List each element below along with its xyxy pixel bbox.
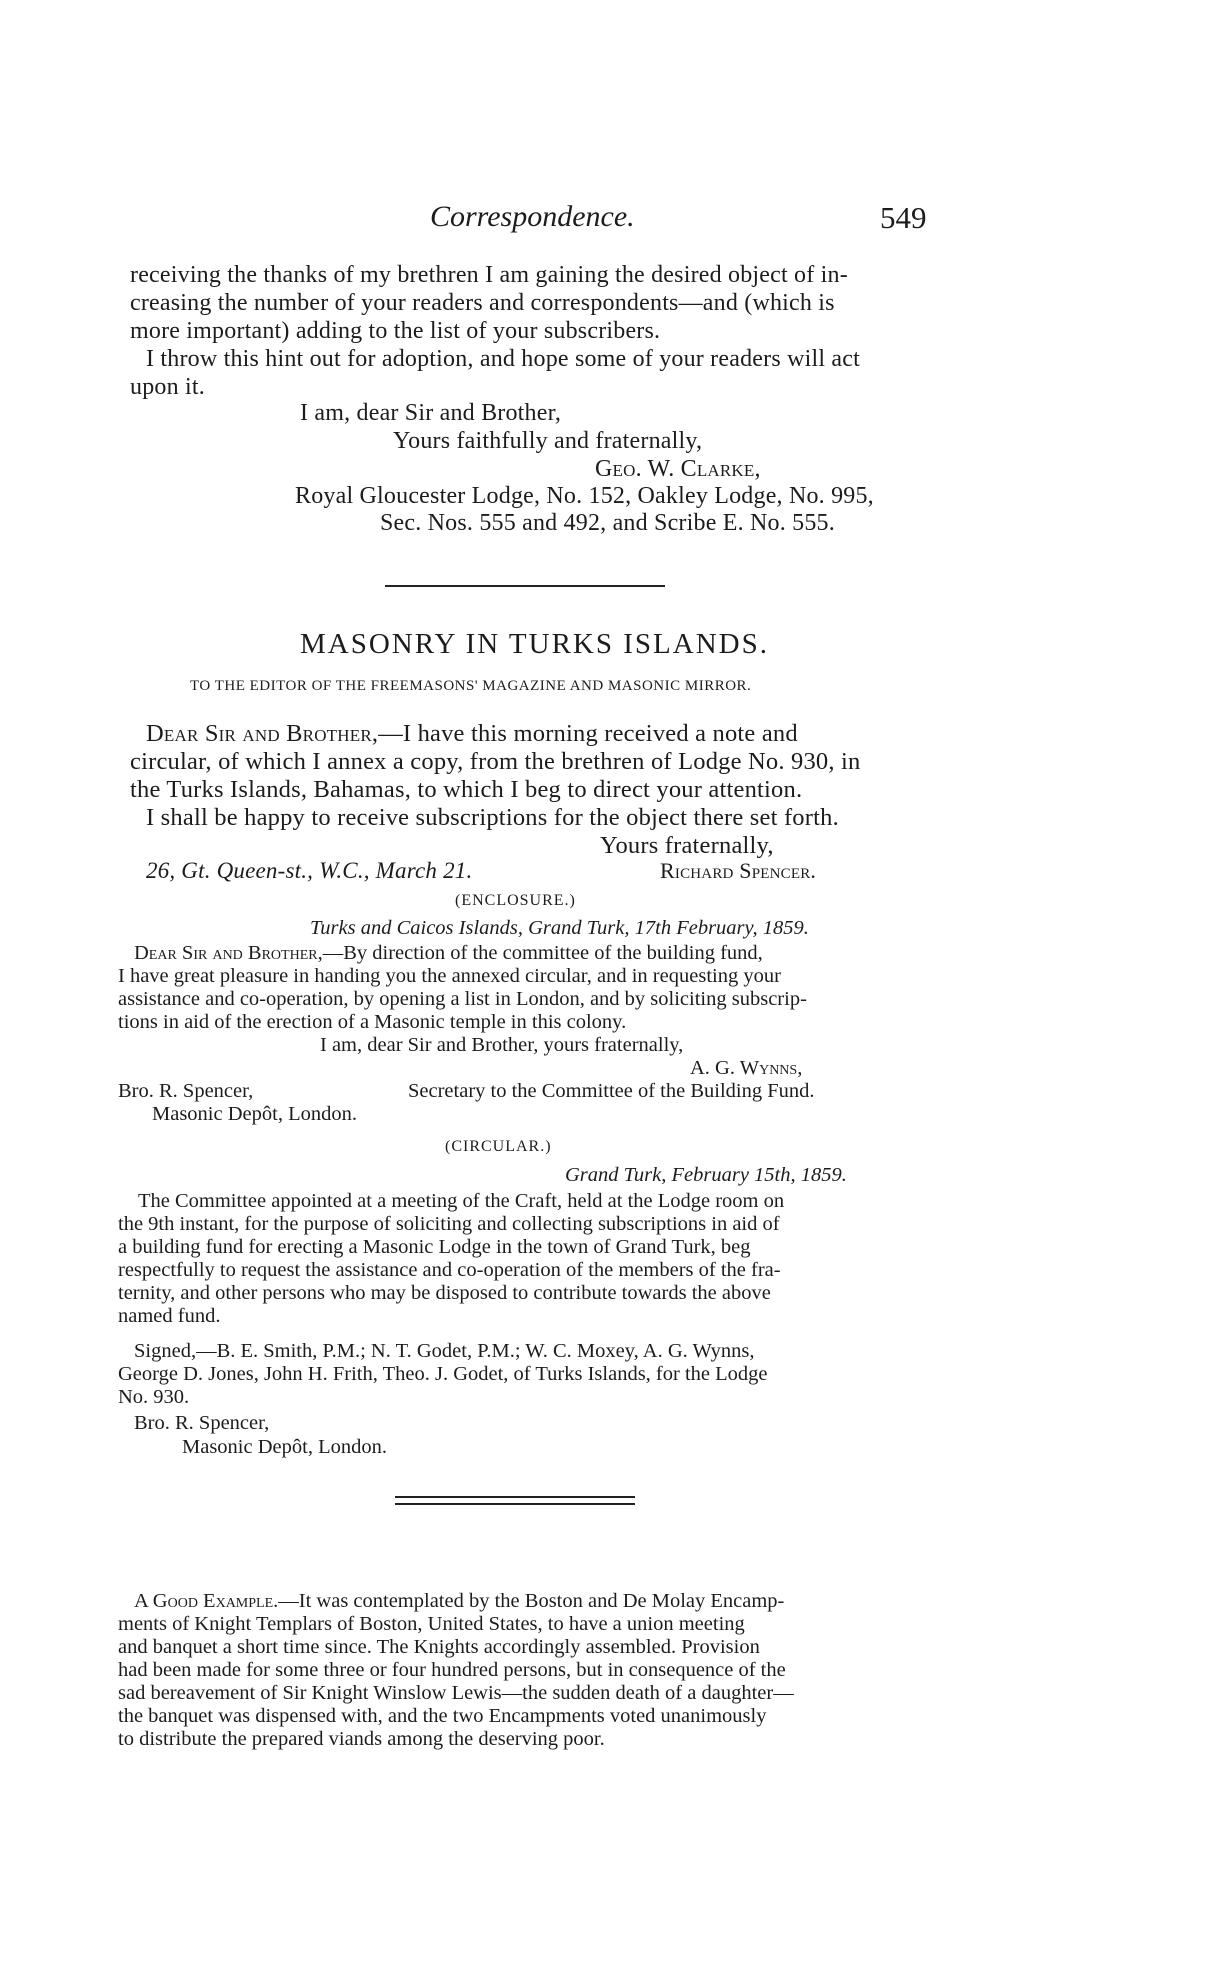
enclosure-label: (ENCLOSURE.)	[455, 892, 576, 909]
circular-recipient-address: Masonic Depôt, London.	[182, 1436, 387, 1458]
circular-line: a building fund for erecting a Masonic Lodge in the town of Grand Turk, beg	[118, 1236, 751, 1258]
good-example-line: ments of Knight Templars of Boston, United States, to have a union meeting	[118, 1613, 745, 1635]
article-intro-text: —I have this morning received a note and	[378, 720, 798, 747]
enclosure-dateline: Turks and Caicos Islands, Grand Turk, 17th February, 1859.	[310, 917, 809, 939]
article-intro-line	[146, 720, 798, 748]
good-example-line: to distribute the prepared viands among the deserving poor.	[118, 1728, 605, 1750]
enclosure-text: —By direction of the committee of the building fund,	[322, 942, 763, 964]
enclosure-line: assistance and co-operation, by opening a list in London, and by soliciting subscrip-	[118, 988, 807, 1010]
letter-one-affiliation: Sec. Nos. 555 and 492, and Scribe E. No. 555.	[380, 510, 835, 536]
letter-one-affiliation: Royal Gloucester Lodge, No. 152, Oakley Lodge, No. 995,	[295, 483, 874, 509]
enclosure-recipient-address: Masonic Depôt, London.	[152, 1103, 357, 1125]
article-addressee: TO THE EDITOR OF THE FREEMASONS' MAGAZINE AND MASONIC MIRROR.	[190, 678, 752, 694]
article-title: MASONRY IN TURKS ISLANDS.	[300, 628, 769, 660]
good-example-line	[134, 1590, 784, 1613]
enclosure-line	[134, 942, 763, 965]
letter-one-closing: Yours faithfully and fraternally,	[393, 428, 703, 454]
page-number: 549	[880, 200, 927, 235]
letter-one-closing: I am, dear Sir and Brother,	[300, 400, 562, 426]
enclosure-line: I have great pleasure in handing you the annexed circular, and in requesting your	[118, 965, 781, 987]
circular-line: The Committee appointed at a meeting of the Craft, held at the Lodge room on	[138, 1190, 785, 1212]
enclosure-line: tions in aid of the erection of a Masonic temple in this colony.	[118, 1011, 627, 1033]
article-intro-line: I shall be happy to receive subscriptions for the object there set forth.	[146, 804, 839, 831]
good-example-text: —It was contemplated by the Boston and De Molay Encamp-	[278, 1590, 785, 1612]
circular-line: respectfully to request the assistance and co-operation of the members of the fra-	[118, 1259, 781, 1281]
letter-one-line: I throw this hint out for adoption, and hope some of your readers will act	[146, 346, 860, 372]
circular-label: (CIRCULAR.)	[445, 1138, 552, 1155]
letter-one-signature: Geo. W. Clarke,	[595, 456, 761, 482]
circular-line: named fund.	[118, 1305, 221, 1327]
good-example-line: and banquet a short time since. The Knights accordingly assembled. Provision	[118, 1636, 760, 1658]
enclosure-recipient: Bro. R. Spencer,	[118, 1080, 254, 1102]
good-example-line: the banquet was dispensed with, and the two Encampments voted unanimously	[118, 1705, 767, 1727]
article-signature: Richard Spencer.	[660, 858, 817, 883]
circular-recipient: Bro. R. Spencer,	[134, 1412, 270, 1434]
section-divider	[395, 1496, 635, 1498]
letter-one-line: creasing the number of your readers and correspondents—and (which is	[130, 290, 835, 316]
circular-dateline: Grand Turk, February 15th, 1859.	[565, 1164, 847, 1186]
letter-one-line: receiving the thanks of my brethren I am gaining the desired object of in-	[130, 262, 848, 288]
enclosure-signatory-title: Secretary to the Committee of the Building Fund.	[408, 1080, 815, 1102]
enclosure-signature: A. G. Wynns,	[690, 1057, 803, 1079]
enclosure-closing: I am, dear Sir and Brother, yours fraternally,	[320, 1034, 684, 1056]
article-salutation: Dear Sir and Brother,	[146, 720, 379, 747]
article-intro-line: circular, of which I annex a copy, from the brethren of Lodge No. 930, in	[130, 748, 861, 775]
circular-signed-line: Signed,—B. E. Smith, P.M.; N. T. Godet, P.M.; W. C. Moxey, A. G. Wynns,	[134, 1340, 755, 1362]
article-place-date: 26, Gt. Queen-st., W.C., March 21.	[146, 858, 473, 883]
letter-one-line: more important) adding to the list of your subscribers.	[130, 318, 661, 344]
article-closing: Yours fraternally,	[600, 832, 774, 859]
good-example-lead: A Good Example.	[134, 1590, 279, 1612]
circular-signed-line: George D. Jones, John H. Frith, Theo. J. Godet, of Turks Islands, for the Lodge	[118, 1363, 768, 1385]
letter-one-line: upon it.	[130, 374, 205, 400]
running-header-title: Correspondence.	[430, 200, 635, 233]
circular-signed-line: No. 930.	[118, 1386, 190, 1408]
section-divider	[385, 585, 665, 587]
enclosure-salutation: Dear Sir and Brother,	[134, 942, 323, 964]
article-intro-line: the Turks Islands, Bahamas, to which I beg to direct your attention.	[130, 776, 803, 803]
good-example-line: had been made for some three or four hundred persons, but in consequence of the	[118, 1659, 786, 1681]
section-divider	[395, 1503, 635, 1505]
good-example-line: sad bereavement of Sir Knight Winslow Lewis—the sudden death of a daughter—	[118, 1682, 794, 1704]
circular-line: the 9th instant, for the purpose of soliciting and collecting subscriptions in aid of	[118, 1213, 780, 1235]
circular-line: ternity, and other persons who may be disposed to contribute towards the above	[118, 1282, 771, 1304]
